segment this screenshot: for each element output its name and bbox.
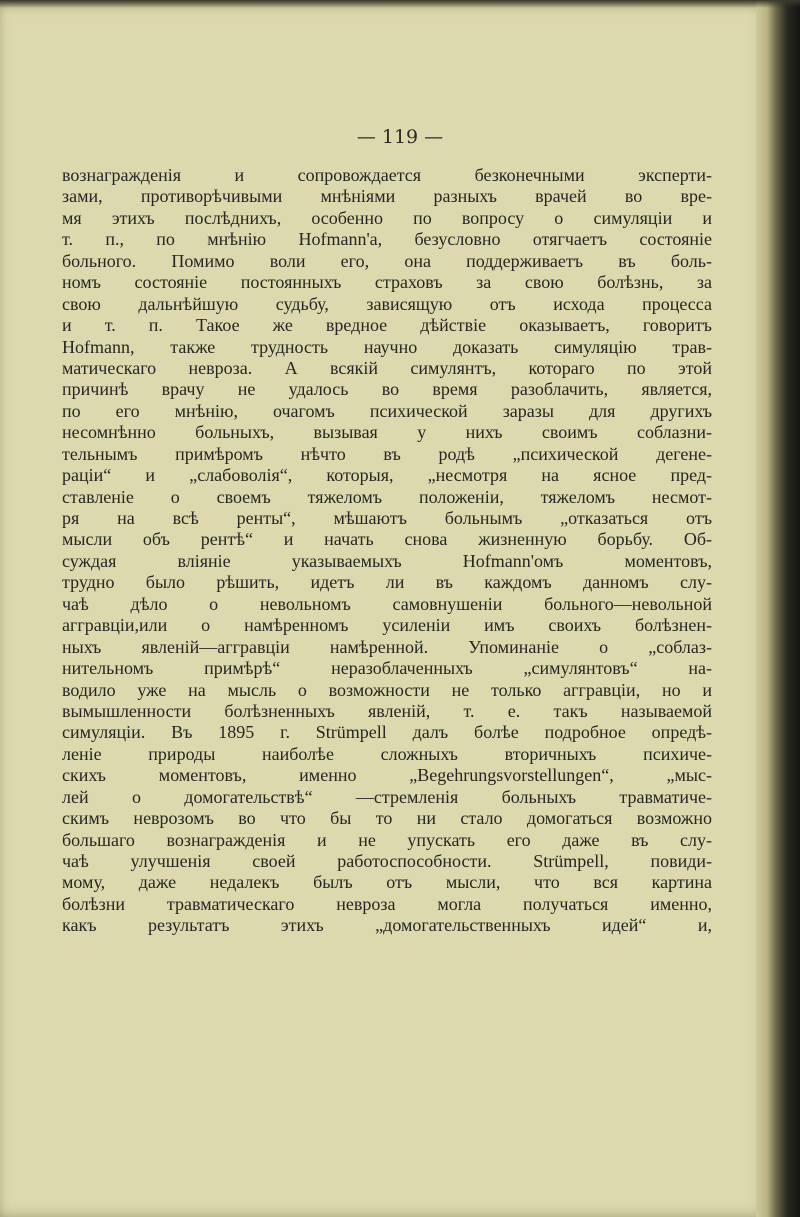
text-line: мя этихъ послѣднихъ, особенно по вопросу о симуляціи и	[62, 207, 712, 228]
text-line: свою дальнѣйшую судьбу, зависящую отъ исхода процесса	[62, 293, 712, 314]
text-line: по его мнѣнію, очагомъ психической заразы для другихъ	[62, 400, 712, 421]
text-line: какъ результатъ этихъ „домогательственныхъ идей“ и,	[62, 915, 712, 936]
text-line: большаго вознагражденія и не упускать его даже въ слу-	[62, 829, 712, 850]
text-line: матическаго невроза. А всякій симулянтъ, котораго по этой	[62, 357, 712, 378]
text-line: несомнѣнно больныхъ, вызывая у нихъ своимъ соблазни-	[62, 422, 712, 443]
text-line: водило уже на мысль о возможности не только аггравціи, но и	[62, 679, 712, 700]
text-line: леніе природы наиболѣе сложныхъ вторичныхъ психиче-	[62, 743, 712, 764]
text-line: вознагражденія и сопровождается безконечными эксперти-	[62, 165, 712, 185]
body-text	[62, 165, 712, 937]
text-line: скимъ неврозомъ во что бы то ни стало домогаться возможно	[62, 808, 712, 829]
text-line: вымышленности болѣзненныхъ явленій, т. е. такъ называемой	[62, 700, 712, 721]
page-number: — 119 —	[356, 126, 444, 148]
text-line: зами, противорѣчивыми мнѣніями разныхъ врачей во вре-	[62, 186, 712, 207]
text-line: аггравціи,или о намѣренномъ усиленіи имъ своихъ болѣзнен-	[62, 615, 712, 636]
text-line: больного. Помимо воли его, она поддерживаетъ въ боль-	[62, 250, 712, 271]
text-line: суждая вліяніе указываемыхъ Hofmann'омъ моментовъ,	[62, 550, 712, 571]
text-line: ря на всѣ ренты“, мѣшаютъ больнымъ „отказаться отъ	[62, 508, 712, 528]
text-line: болѣзни травматическаго невроза могла получаться именно,	[62, 893, 712, 914]
text-line: тельнымъ примѣромъ нѣчто въ родѣ „психической дегене-	[62, 443, 712, 464]
top-edge-shadow	[0, 0, 800, 8]
text-line: номъ состояніе постоянныхъ страховъ за свою болѣзнь, за	[62, 272, 712, 293]
text-line: лей о домогательствѣ“ —стремленія больныхъ травматиче-	[62, 786, 712, 807]
text-line: мому, даже недалекъ былъ отъ мысли, что вся картина	[62, 872, 712, 893]
text-line: причинѣ врачу не удалось во время разоблачить, является,	[62, 379, 712, 400]
text-line: нительномъ примѣрѣ“ неразоблаченныхъ „симулянтовъ“ на-	[62, 658, 712, 679]
text-line: т. п., по мнѣнію Hofmann'a, безусловно отягчаетъ состояніе	[62, 229, 712, 250]
text-line: ныхъ явленій—аггравціи намѣренной. Упоминаніе о „соблаз-	[62, 636, 712, 657]
page-edge-shadow	[756, 0, 800, 1217]
text-line: раціи“ и „слабоволія“, которыя, „несмотря на ясное пред-	[62, 465, 712, 486]
text-line: скихъ моментовъ, именно „Begehrungsvorstellungen“, „мыс-	[62, 765, 712, 786]
text-line: ставленіе о своемъ тяжеломъ положеніи, тяжеломъ несмот-	[62, 486, 712, 507]
text-line: мысли объ рентѣ“ и начать снова жизненную борьбу. Об-	[62, 529, 712, 550]
text-line: симуляціи. Въ 1895 г. Strümpell далъ болѣе подробное опредѣ-	[62, 722, 712, 743]
text-line: чаѣ улучшенія своей работоспособности. Strümpell, повиди-	[62, 851, 712, 871]
text-line: Hofmann, также трудность научно доказать симуляцію трав-	[62, 336, 712, 357]
text-line: трудно было рѣшить, идетъ ли въ каждомъ данномъ слу-	[62, 572, 712, 593]
text-line: чаѣ дѣло о невольномъ самовнушеніи больного—невольной	[62, 593, 712, 614]
text-line: и т. п. Такое же вредное дѣйствіе оказываетъ, говоритъ	[62, 315, 712, 336]
